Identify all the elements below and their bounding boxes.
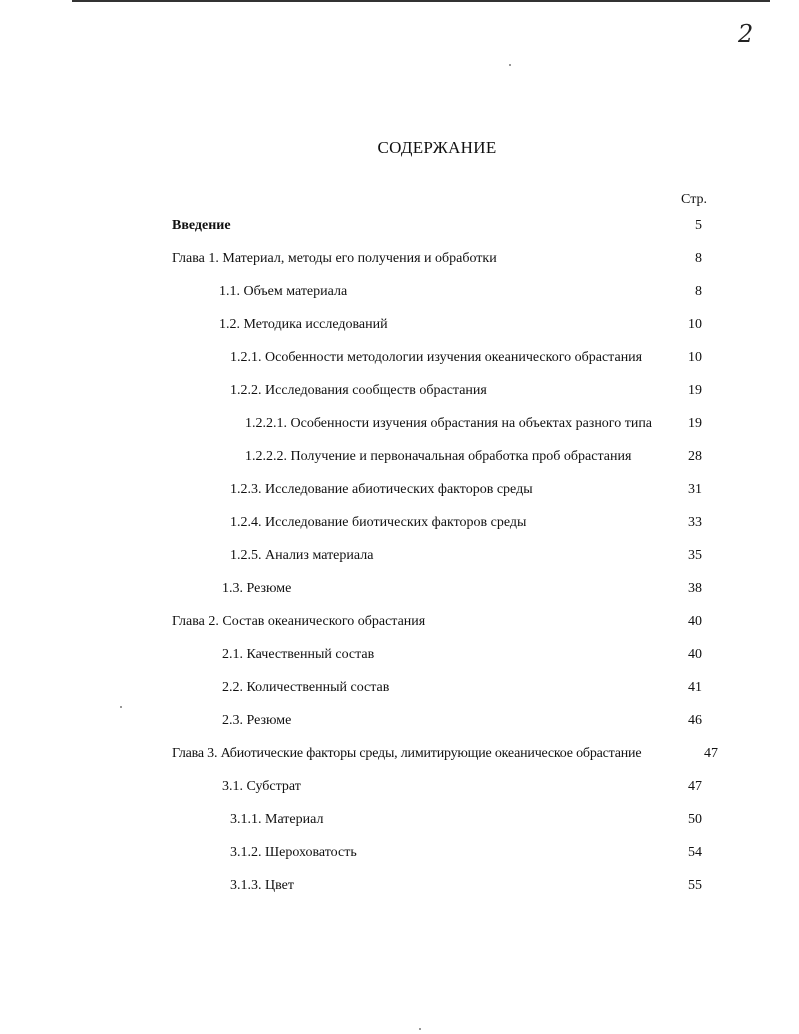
toc-entry-label: 3.1.3. Цвет [230, 878, 294, 893]
toc-entry-page: 38 [688, 581, 702, 596]
toc-entry-label: 3.1. Субстрат [222, 779, 301, 794]
toc-entry-page: 35 [688, 548, 702, 563]
toc-entry-chapter-1 [172, 249, 706, 269]
toc-entry-2-1 [172, 645, 706, 665]
toc-entry-1-2-5 [172, 546, 706, 566]
toc-entry-label: 1.2.2.1. Особенности изучения обрастания на объектах разного типа [245, 416, 653, 431]
toc-entry-1-2 [172, 315, 706, 335]
toc-entry-page: 5 [695, 218, 702, 233]
toc-entry-page: 10 [688, 317, 702, 332]
toc-entry-intro [172, 216, 706, 236]
toc-entry-1-3 [172, 579, 706, 599]
scan-speck [120, 706, 122, 708]
toc-entry-page: 8 [695, 284, 702, 299]
toc-entry-label: 2.2. Количественный состав [222, 680, 390, 695]
toc-entry-page: 10 [688, 350, 702, 365]
toc-entry-chapter-3 [172, 744, 718, 764]
toc-entry-label: 1.2.2. Исследования сообществ обрастания [230, 383, 487, 398]
toc-entry-page: 46 [688, 713, 702, 728]
toc-entry-page: 55 [688, 878, 702, 893]
toc-entry-3-1-1 [172, 810, 706, 830]
toc-entry-label: 1.2. Методика исследований [219, 317, 388, 332]
scan-speck [509, 64, 511, 66]
toc-entry-page: 40 [688, 614, 702, 629]
toc-entry-2-3 [172, 711, 706, 731]
toc-entry-label: 2.3. Резюме [222, 713, 292, 728]
top-border-line [72, 0, 770, 2]
toc-entry-page: 54 [688, 845, 702, 860]
toc-entry-page: 28 [688, 449, 702, 464]
toc-entry-1-2-2 [172, 381, 706, 401]
toc-entry-1-2-2-1 [172, 414, 706, 434]
toc-entry-page: 47 [688, 779, 702, 794]
toc-entry-label: 1.3. Резюме [222, 581, 292, 596]
toc-entry-1-2-2-2 [172, 447, 706, 467]
toc-entry-chapter-2 [172, 612, 706, 632]
toc-entry-1-2-1 [172, 348, 706, 368]
toc-entry-label: Глава 3. Абиотические факторы среды, лимитирующие океаническое обрастание [172, 746, 642, 761]
toc-entry-page: 40 [688, 647, 702, 662]
page-title: СОДЕРЖАНИЕ [377, 138, 497, 157]
toc-entry-label: 1.1. Объем материала [219, 284, 348, 299]
toc-entry-page: 19 [688, 416, 702, 431]
toc-entry-1-2-4 [172, 513, 706, 533]
toc-entry-label: Глава 2. Состав океанического обрастания [172, 614, 426, 629]
toc-entry-label: 3.1.1. Материал [230, 812, 324, 827]
toc-entry-2-2 [172, 678, 706, 698]
toc-entry-label: 1.2.2.2. Получение и первоначальная обработка проб обрастания [245, 449, 632, 464]
toc-entry-page: 47 [704, 746, 718, 761]
toc-entry-1-1 [172, 282, 706, 302]
toc-entry-label: 1.2.5. Анализ материала [230, 548, 374, 563]
page-number: 2 [738, 20, 754, 48]
toc-entry-label: 1.2.4. Исследование биотических факторов среды [230, 515, 527, 530]
toc-entry-page: 41 [688, 680, 702, 695]
toc-entry-1-2-3 [172, 480, 706, 500]
toc-entry-label: 1.2.1. Особенности методологии изучения океанического обрастания [230, 350, 643, 365]
toc-entry-page: 31 [688, 482, 702, 497]
toc-entry-label: Глава 1. Материал, методы его получения и обработки [172, 251, 497, 266]
toc-entry-3-1-3 [172, 876, 706, 896]
toc-entry-3-1-2 [172, 843, 706, 863]
toc-entry-label: Введение [172, 218, 231, 233]
toc-entry-label: 3.1.2. Шероховатость [230, 845, 357, 860]
toc-entry-page: 19 [688, 383, 702, 398]
toc-entry-label: 1.2.3. Исследование абиотических факторов среды [230, 482, 533, 497]
toc-entry-page: 33 [688, 515, 702, 530]
page-column-header: Стр. [681, 192, 707, 207]
toc-entry-page: 50 [688, 812, 702, 827]
toc-entry-label: 2.1. Качественный состав [222, 647, 375, 662]
scan-speck [419, 1028, 421, 1030]
toc-entry-page: 8 [695, 251, 702, 266]
toc-entry-3-1 [172, 777, 706, 797]
